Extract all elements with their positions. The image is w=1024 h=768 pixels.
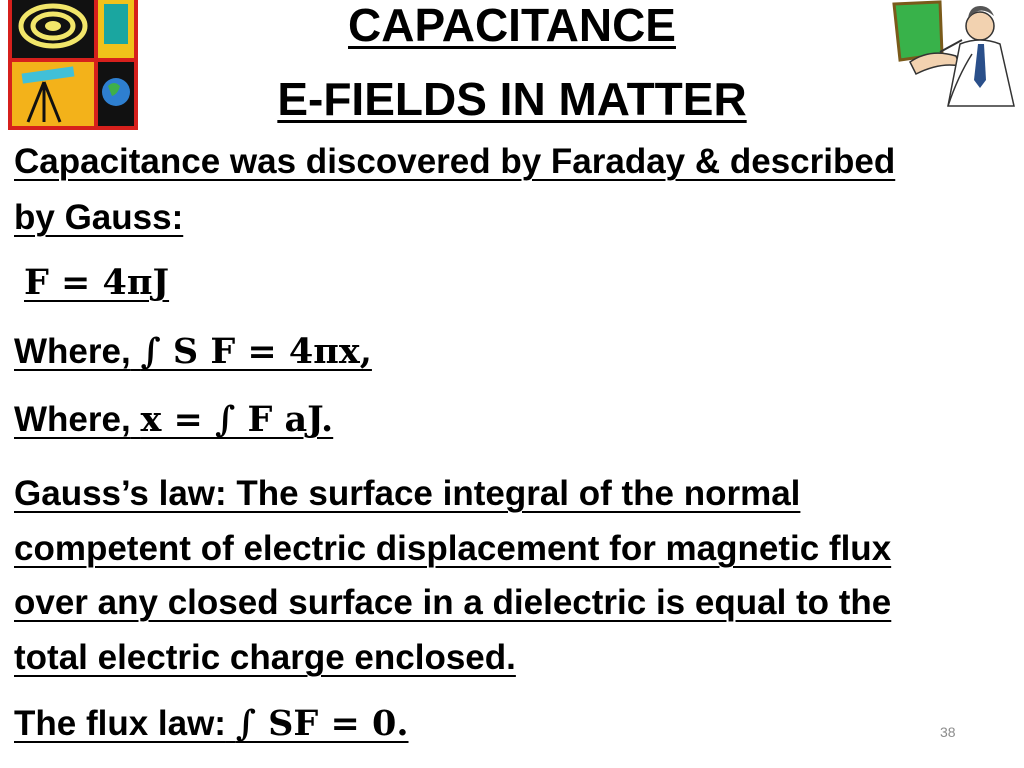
flux-law-expression: ∫ SF = 0. — [235, 703, 409, 744]
flux-law-label: The flux law: — [14, 704, 226, 743]
x-definition-expression: x = ∫ F aJ. — [140, 399, 334, 440]
slide-number: 38 — [940, 724, 956, 740]
flux-law-line — [14, 704, 409, 744]
gauss-law-line-4: total electric charge enclosed. — [14, 638, 516, 677]
gauss-law-line-1: Gauss’s law: The surface integral of the normal — [14, 474, 801, 513]
integral-expression: ∫ S F = 4πx, — [140, 331, 372, 372]
slide-title-line1: CAPACITANCE — [348, 0, 676, 51]
intro-line-1: Capacitance was discovered by Faraday & described — [14, 142, 896, 181]
space-telescope-globe-icon — [8, 0, 138, 130]
equation-f-equals-4pi-j — [24, 263, 169, 303]
where-line-2 — [14, 400, 333, 440]
teacher-pointing-icon — [888, 0, 1020, 112]
gauss-law-line-3: over any closed surface in a dielectric is equal to the — [14, 583, 892, 622]
intro-line-2: by Gauss: — [14, 198, 184, 237]
where-label: Where, — [14, 400, 131, 439]
where-line-1 — [14, 332, 372, 372]
where-label: Where, — [14, 332, 131, 371]
equation-text: F = 4πJ — [24, 262, 170, 303]
slide-title-line2: E-FIELDS IN MATTER — [277, 73, 747, 125]
gauss-law-line-2: competent of electric displacement for magnetic flux — [14, 529, 892, 568]
